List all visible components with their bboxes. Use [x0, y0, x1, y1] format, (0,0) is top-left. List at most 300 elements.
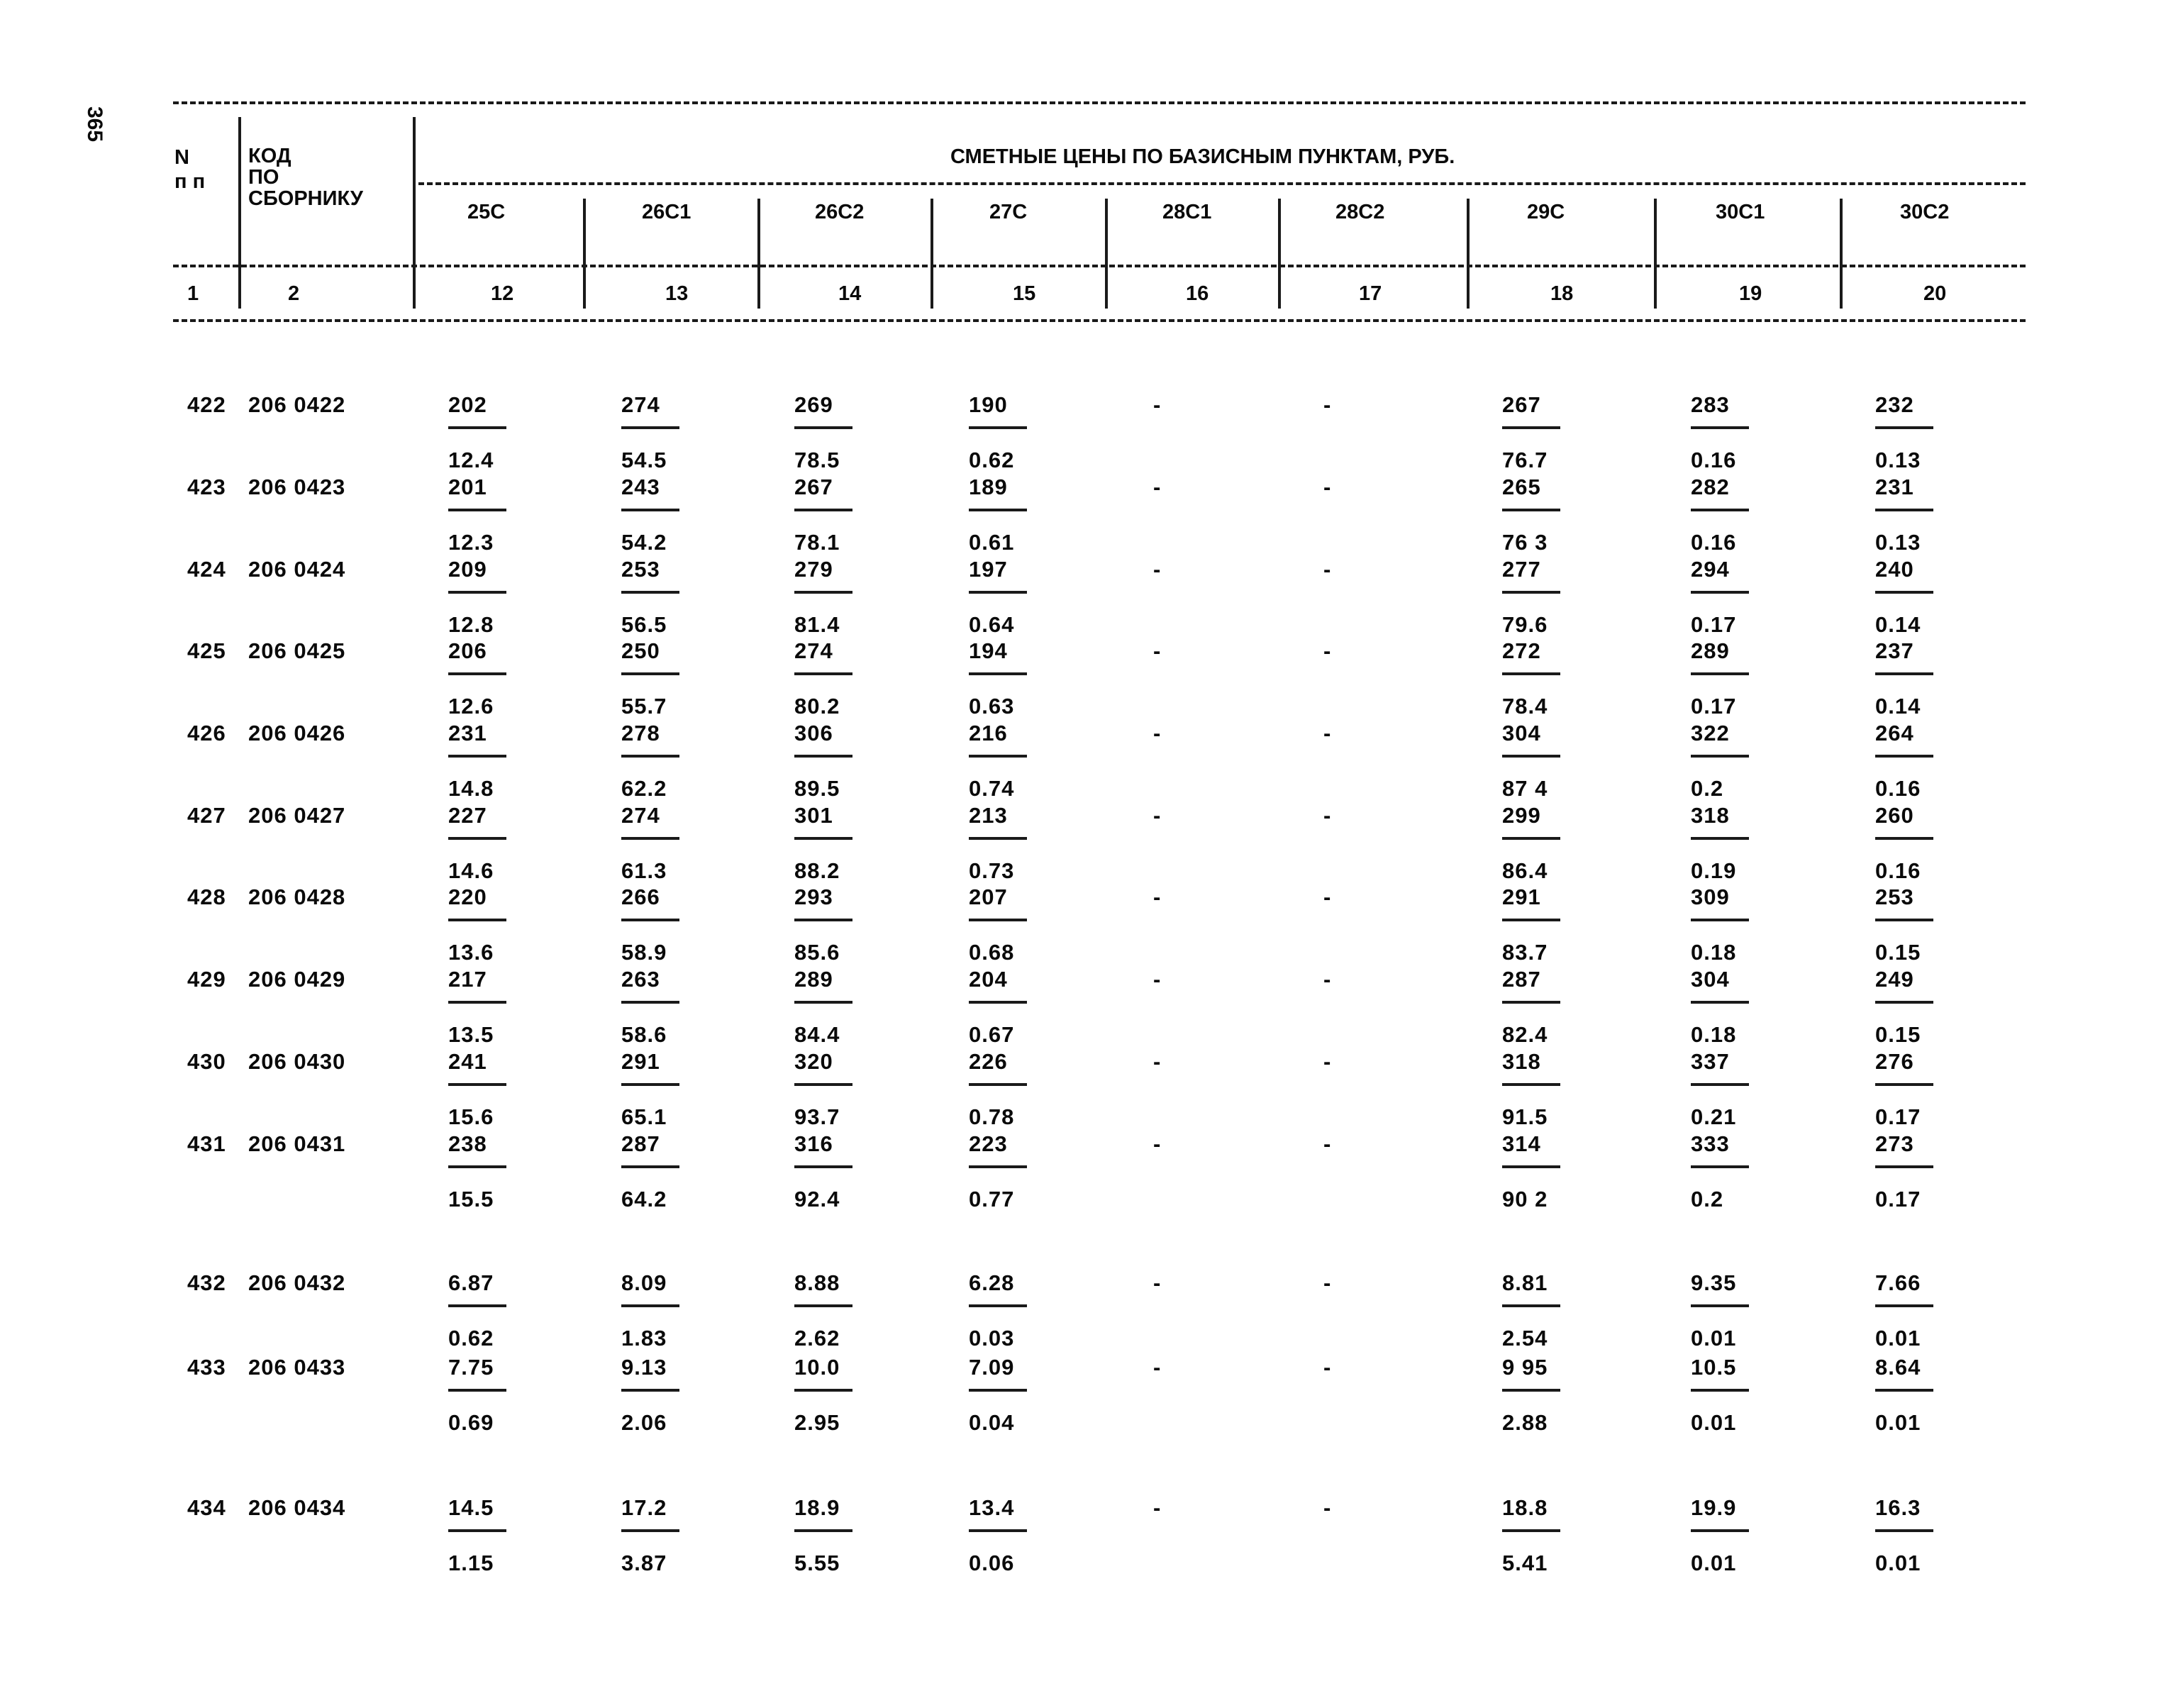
fraction-bar	[1875, 1165, 1933, 1168]
header-col-code: КОД ПО СБОРНИКУ	[248, 145, 363, 210]
header-bottom-rule	[173, 319, 2026, 322]
price-sub-value: 14.6	[448, 858, 494, 883]
row-number: 431	[187, 1131, 226, 1156]
price-value: 273	[1875, 1131, 1914, 1156]
row-code: 206 0424	[248, 557, 346, 582]
row-number: 424	[187, 557, 226, 582]
price-value: -	[1153, 803, 1162, 828]
fraction-bar	[448, 1165, 506, 1168]
fraction-bar	[969, 672, 1027, 675]
row-number: 422	[187, 392, 226, 417]
header-divider	[1654, 199, 1657, 309]
fraction-bar	[794, 672, 852, 675]
price-value: -	[1323, 967, 1332, 992]
fraction-bar	[1502, 1529, 1560, 1532]
row-code: 206 0434	[248, 1495, 346, 1520]
row-number: 433	[187, 1355, 226, 1380]
price-sub-value: 54.2	[621, 530, 667, 555]
price-value: 7.66	[1875, 1270, 1921, 1295]
header-divider	[757, 199, 760, 309]
price-sub-value: 0.01	[1691, 1551, 1737, 1575]
price-value: -	[1153, 1355, 1162, 1380]
row-number: 427	[187, 803, 226, 828]
price-sub-value: 2.54	[1502, 1326, 1548, 1351]
price-value: -	[1153, 392, 1162, 417]
fraction-bar	[1875, 591, 1933, 594]
price-value: 314	[1502, 1131, 1541, 1156]
price-sub-value: 0.15	[1875, 940, 1921, 965]
price-value: -	[1323, 1495, 1332, 1520]
fraction-bar	[448, 672, 506, 675]
price-value: 14.5	[448, 1495, 494, 1520]
price-sub-value: 0.73	[969, 858, 1015, 883]
price-sub-value: 84.4	[794, 1022, 840, 1047]
fraction-bar	[1502, 919, 1560, 921]
price-sub-value: 0.17	[1875, 1104, 1921, 1129]
fraction-bar	[794, 1165, 852, 1168]
price-value: 9.35	[1691, 1270, 1737, 1295]
price-sub-value: 0.19	[1691, 858, 1737, 883]
price-value: -	[1323, 1270, 1332, 1295]
fraction-bar	[448, 1529, 506, 1532]
price-sub-value: 80.2	[794, 694, 840, 719]
fraction-bar	[1691, 1165, 1749, 1168]
price-sub-value: 0.17	[1691, 612, 1737, 637]
fraction-bar	[621, 509, 679, 511]
column-number: 1	[187, 282, 199, 305]
fraction-bar	[621, 672, 679, 675]
price-sub-value: 15.5	[448, 1187, 494, 1211]
fraction-bar	[1691, 509, 1749, 511]
price-value: 13.4	[969, 1495, 1015, 1520]
fraction-bar	[969, 1083, 1027, 1086]
price-sub-value: 13.5	[448, 1022, 494, 1047]
price-value: 9.13	[621, 1355, 667, 1380]
price-value: 274	[621, 803, 660, 828]
row-number: 432	[187, 1270, 226, 1295]
price-sub-value: 83.7	[1502, 940, 1548, 965]
price-value: 260	[1875, 803, 1914, 828]
column-number: 17	[1359, 282, 1382, 305]
price-sub-value: 0.2	[1691, 776, 1724, 801]
fraction-bar	[794, 509, 852, 511]
price-sub-value: 0.04	[969, 1410, 1015, 1435]
price-sub-value: 0.78	[969, 1104, 1015, 1129]
price-column-header: 26С2	[815, 201, 865, 223]
price-sub-value: 0.01	[1875, 1410, 1921, 1435]
fraction-bar	[1691, 837, 1749, 840]
header-divider	[1105, 199, 1108, 309]
price-sub-value: 0.18	[1691, 1022, 1737, 1047]
price-sub-value: 88.2	[794, 858, 840, 883]
price-value: 274	[621, 392, 660, 417]
fraction-bar	[621, 919, 679, 921]
price-sub-value: 92.4	[794, 1187, 840, 1211]
price-sub-value: 0.62	[969, 448, 1015, 472]
price-sub-value: 0.16	[1691, 448, 1737, 472]
price-value: 201	[448, 475, 487, 499]
fraction-bar	[621, 837, 679, 840]
fraction-bar	[1875, 919, 1933, 921]
price-sub-value: 5.55	[794, 1551, 840, 1575]
fraction-bar	[448, 591, 506, 594]
price-value: 243	[621, 475, 660, 499]
price-value: 10.5	[1691, 1355, 1737, 1380]
fraction-bar	[621, 1083, 679, 1086]
price-sub-value: 78.1	[794, 530, 840, 555]
row-code: 206 0428	[248, 884, 346, 909]
price-value: 306	[794, 721, 833, 745]
row-number: 429	[187, 967, 226, 992]
price-sub-value: 12.8	[448, 612, 494, 637]
price-value: 8.88	[794, 1270, 840, 1295]
fraction-bar	[621, 1304, 679, 1307]
price-value: 287	[1502, 967, 1541, 992]
row-code: 206 0425	[248, 638, 346, 663]
fraction-bar	[1691, 591, 1749, 594]
price-sub-value: 61.3	[621, 858, 667, 883]
price-sub-value: 55.7	[621, 694, 667, 719]
price-value: 223	[969, 1131, 1008, 1156]
price-value: 291	[1502, 884, 1541, 909]
fraction-bar	[1502, 1389, 1560, 1392]
price-value: 333	[1691, 1131, 1730, 1156]
price-value: 279	[794, 557, 833, 582]
price-value: 237	[1875, 638, 1914, 663]
fraction-bar	[621, 1001, 679, 1004]
price-value: -	[1153, 721, 1162, 745]
fraction-bar	[794, 919, 852, 921]
fraction-bar	[969, 591, 1027, 594]
fraction-bar	[1875, 1001, 1933, 1004]
fraction-bar	[794, 1304, 852, 1307]
fraction-bar	[969, 1001, 1027, 1004]
fraction-bar	[969, 837, 1027, 840]
group-title-rule	[418, 182, 2026, 185]
price-value: -	[1153, 475, 1162, 499]
fraction-bar	[794, 1389, 852, 1392]
fraction-bar	[1502, 1083, 1560, 1086]
fraction-bar	[448, 837, 506, 840]
fraction-bar	[1875, 1389, 1933, 1392]
fraction-bar	[1502, 1165, 1560, 1168]
header-group-title: СМЕТНЫЕ ЦЕНЫ ПО БАЗИСНЫМ ПУНКТАМ, РУБ.	[950, 145, 1455, 168]
price-value: -	[1323, 884, 1332, 909]
row-number: 428	[187, 884, 226, 909]
fraction-bar	[794, 591, 852, 594]
price-value: 194	[969, 638, 1008, 663]
price-value: 287	[621, 1131, 660, 1156]
price-value: 283	[1691, 392, 1730, 417]
fraction-bar	[969, 755, 1027, 758]
price-value: 265	[1502, 475, 1541, 499]
price-sub-value: 2.62	[794, 1326, 840, 1351]
fraction-bar	[621, 426, 679, 429]
fraction-bar	[621, 1389, 679, 1392]
row-code: 206 0433	[248, 1355, 346, 1380]
price-value: 227	[448, 803, 487, 828]
row-code: 206 0423	[248, 475, 346, 499]
price-value: -	[1323, 1049, 1332, 1074]
row-code: 206 0422	[248, 392, 346, 417]
header-mid-rule	[173, 265, 2026, 267]
price-value: 207	[969, 884, 1008, 909]
price-value: -	[1153, 1270, 1162, 1295]
price-sub-value: 0.77	[969, 1187, 1015, 1211]
fraction-bar	[969, 426, 1027, 429]
fraction-bar	[448, 755, 506, 758]
price-value: 7.75	[448, 1355, 494, 1380]
fraction-bar	[1875, 1304, 1933, 1307]
price-sub-value: 12.6	[448, 694, 494, 719]
fraction-bar	[1502, 1001, 1560, 1004]
price-value: 274	[794, 638, 833, 663]
price-value: 8.64	[1875, 1355, 1921, 1380]
row-number: 423	[187, 475, 226, 499]
price-value: 241	[448, 1049, 487, 1074]
price-value: 220	[448, 884, 487, 909]
price-column-header: 30С1	[1716, 201, 1765, 223]
row-number: 434	[187, 1495, 226, 1520]
fraction-bar	[969, 509, 1027, 511]
price-value: 294	[1691, 557, 1730, 582]
fraction-bar	[1691, 1001, 1749, 1004]
price-column-header: 28С2	[1335, 201, 1385, 223]
price-sub-value: 64.2	[621, 1187, 667, 1211]
price-sub-value: 0.74	[969, 776, 1015, 801]
price-value: 277	[1502, 557, 1541, 582]
fraction-bar	[1691, 672, 1749, 675]
price-value: -	[1153, 884, 1162, 909]
price-value: 289	[1691, 638, 1730, 663]
price-value: -	[1323, 638, 1332, 663]
price-sub-value: 0.21	[1691, 1104, 1737, 1129]
fraction-bar	[1502, 509, 1560, 511]
fraction-bar	[794, 1083, 852, 1086]
fraction-bar	[448, 1304, 506, 1307]
column-number: 14	[838, 282, 862, 305]
fraction-bar	[969, 1529, 1027, 1532]
price-value: 18.8	[1502, 1495, 1548, 1520]
price-value: -	[1323, 392, 1332, 417]
price-value: 309	[1691, 884, 1730, 909]
price-value: 272	[1502, 638, 1541, 663]
price-value: 197	[969, 557, 1008, 582]
price-value: 216	[969, 721, 1008, 745]
price-sub-value: 0.64	[969, 612, 1015, 637]
fraction-bar	[1502, 672, 1560, 675]
price-column-header: 25С	[467, 201, 506, 223]
price-sub-value: 12.3	[448, 530, 494, 555]
price-sub-value: 78.5	[794, 448, 840, 472]
price-sub-value: 0.01	[1875, 1326, 1921, 1351]
price-sub-value: 82.4	[1502, 1022, 1548, 1047]
price-value: 266	[621, 884, 660, 909]
price-sub-value: 0.17	[1691, 694, 1737, 719]
row-code: 206 0427	[248, 803, 346, 828]
price-sub-value: 91.5	[1502, 1104, 1548, 1129]
fraction-bar	[621, 591, 679, 594]
price-value: 264	[1875, 721, 1914, 745]
price-value: -	[1153, 1131, 1162, 1156]
price-value: 263	[621, 967, 660, 992]
column-number: 12	[491, 282, 514, 305]
price-value: 7.09	[969, 1355, 1015, 1380]
price-sub-value: 58.6	[621, 1022, 667, 1047]
price-value: 189	[969, 475, 1008, 499]
price-column-header: 27С	[989, 201, 1028, 223]
price-sub-value: 0.06	[969, 1551, 1015, 1575]
price-sub-value: 54.5	[621, 448, 667, 472]
fraction-bar	[448, 1083, 506, 1086]
header-divider	[413, 117, 416, 309]
row-number: 430	[187, 1049, 226, 1074]
price-value: 8.09	[621, 1270, 667, 1295]
fraction-bar	[1875, 1083, 1933, 1086]
price-value: -	[1323, 721, 1332, 745]
price-value: 19.9	[1691, 1495, 1737, 1520]
fraction-bar	[1875, 1529, 1933, 1532]
fraction-bar	[794, 426, 852, 429]
fraction-bar	[1875, 509, 1933, 511]
price-column-header: 28С1	[1162, 201, 1212, 223]
price-sub-value: 1.83	[621, 1326, 667, 1351]
price-sub-value: 5.41	[1502, 1551, 1548, 1575]
row-code: 206 0432	[248, 1270, 346, 1295]
price-sub-value: 0.13	[1875, 448, 1921, 472]
price-value: 301	[794, 803, 833, 828]
price-sub-value: 89.5	[794, 776, 840, 801]
price-sub-value: 86.4	[1502, 858, 1548, 883]
price-value: -	[1153, 967, 1162, 992]
fraction-bar	[1502, 755, 1560, 758]
price-value: 269	[794, 392, 833, 417]
price-value: 249	[1875, 967, 1914, 992]
price-sub-value: 81.4	[794, 612, 840, 637]
header-col-n: N п п	[174, 146, 206, 193]
price-value: 202	[448, 392, 487, 417]
price-value: 318	[1502, 1049, 1541, 1074]
price-value: -	[1323, 475, 1332, 499]
header-divider	[1278, 199, 1281, 309]
price-value: 291	[621, 1049, 660, 1074]
price-value: 250	[621, 638, 660, 663]
column-number: 16	[1186, 282, 1209, 305]
fraction-bar	[1875, 755, 1933, 758]
price-column-header: 26С1	[642, 201, 691, 223]
fraction-bar	[1502, 837, 1560, 840]
price-value: 231	[448, 721, 487, 745]
column-number: 18	[1550, 282, 1574, 305]
fraction-bar	[794, 837, 852, 840]
fraction-bar	[969, 919, 1027, 921]
price-value: -	[1323, 1355, 1332, 1380]
price-value: 6.87	[448, 1270, 494, 1295]
price-sub-value: 0.14	[1875, 612, 1921, 637]
price-value: -	[1153, 1049, 1162, 1074]
fraction-bar	[1502, 426, 1560, 429]
price-value: 231	[1875, 475, 1914, 499]
price-value: -	[1323, 803, 1332, 828]
price-sub-value: 0.68	[969, 940, 1015, 965]
price-value: 276	[1875, 1049, 1914, 1074]
price-sub-value: 0.18	[1691, 940, 1737, 965]
fraction-bar	[969, 1389, 1027, 1392]
price-sub-value: 0.01	[1691, 1326, 1737, 1351]
price-sub-value: 0.14	[1875, 694, 1921, 719]
price-sub-value: 0.67	[969, 1022, 1015, 1047]
price-value: 278	[621, 721, 660, 745]
price-value: 6.28	[969, 1270, 1015, 1295]
price-sub-value: 0.62	[448, 1326, 494, 1351]
fraction-bar	[448, 1001, 506, 1004]
price-column-header: 29С	[1527, 201, 1565, 223]
price-value: 238	[448, 1131, 487, 1156]
price-sub-value: 0.69	[448, 1410, 494, 1435]
price-value: 10.0	[794, 1355, 840, 1380]
price-value: 267	[1502, 392, 1541, 417]
price-sub-value: 90 2	[1502, 1187, 1548, 1211]
price-value: 209	[448, 557, 487, 582]
row-code: 206 0429	[248, 967, 346, 992]
price-value: 240	[1875, 557, 1914, 582]
price-sub-value: 65.1	[621, 1104, 667, 1129]
fraction-bar	[621, 1529, 679, 1532]
price-value: 318	[1691, 803, 1730, 828]
price-value: 293	[794, 884, 833, 909]
price-value: 253	[1875, 884, 1914, 909]
fraction-bar	[448, 919, 506, 921]
header-top-rule	[173, 101, 2026, 104]
header-divider	[931, 199, 933, 309]
price-value: 320	[794, 1049, 833, 1074]
price-value: 17.2	[621, 1495, 667, 1520]
fraction-bar	[1691, 1529, 1749, 1532]
price-sub-value: 62.2	[621, 776, 667, 801]
price-value: 267	[794, 475, 833, 499]
price-value: 16.3	[1875, 1495, 1921, 1520]
price-sub-value: 2.06	[621, 1410, 667, 1435]
price-sub-value: 14.8	[448, 776, 494, 801]
price-sub-value: 13.6	[448, 940, 494, 965]
fraction-bar	[1502, 1304, 1560, 1307]
price-sub-value: 3.87	[621, 1551, 667, 1575]
price-sub-value: 0.01	[1875, 1551, 1921, 1575]
price-sub-value: 93.7	[794, 1104, 840, 1129]
header-divider	[1840, 199, 1843, 309]
price-sub-value: 0.63	[969, 694, 1015, 719]
price-value: 190	[969, 392, 1008, 417]
price-sub-value: 0.13	[1875, 530, 1921, 555]
fraction-bar	[448, 509, 506, 511]
price-sub-value: 56.5	[621, 612, 667, 637]
fraction-bar	[621, 1165, 679, 1168]
price-value: 304	[1691, 967, 1730, 992]
row-code: 206 0426	[248, 721, 346, 745]
price-value: 322	[1691, 721, 1730, 745]
price-value: 289	[794, 967, 833, 992]
price-sub-value: 2.88	[1502, 1410, 1548, 1435]
price-value: 253	[621, 557, 660, 582]
header-divider	[1467, 199, 1470, 309]
fraction-bar	[1691, 1389, 1749, 1392]
price-sub-value: 0.15	[1875, 1022, 1921, 1047]
price-sub-value: 76 3	[1502, 530, 1548, 555]
price-value: 206	[448, 638, 487, 663]
column-number: 19	[1739, 282, 1762, 305]
price-sub-value: 0.03	[969, 1326, 1015, 1351]
fraction-bar	[794, 755, 852, 758]
